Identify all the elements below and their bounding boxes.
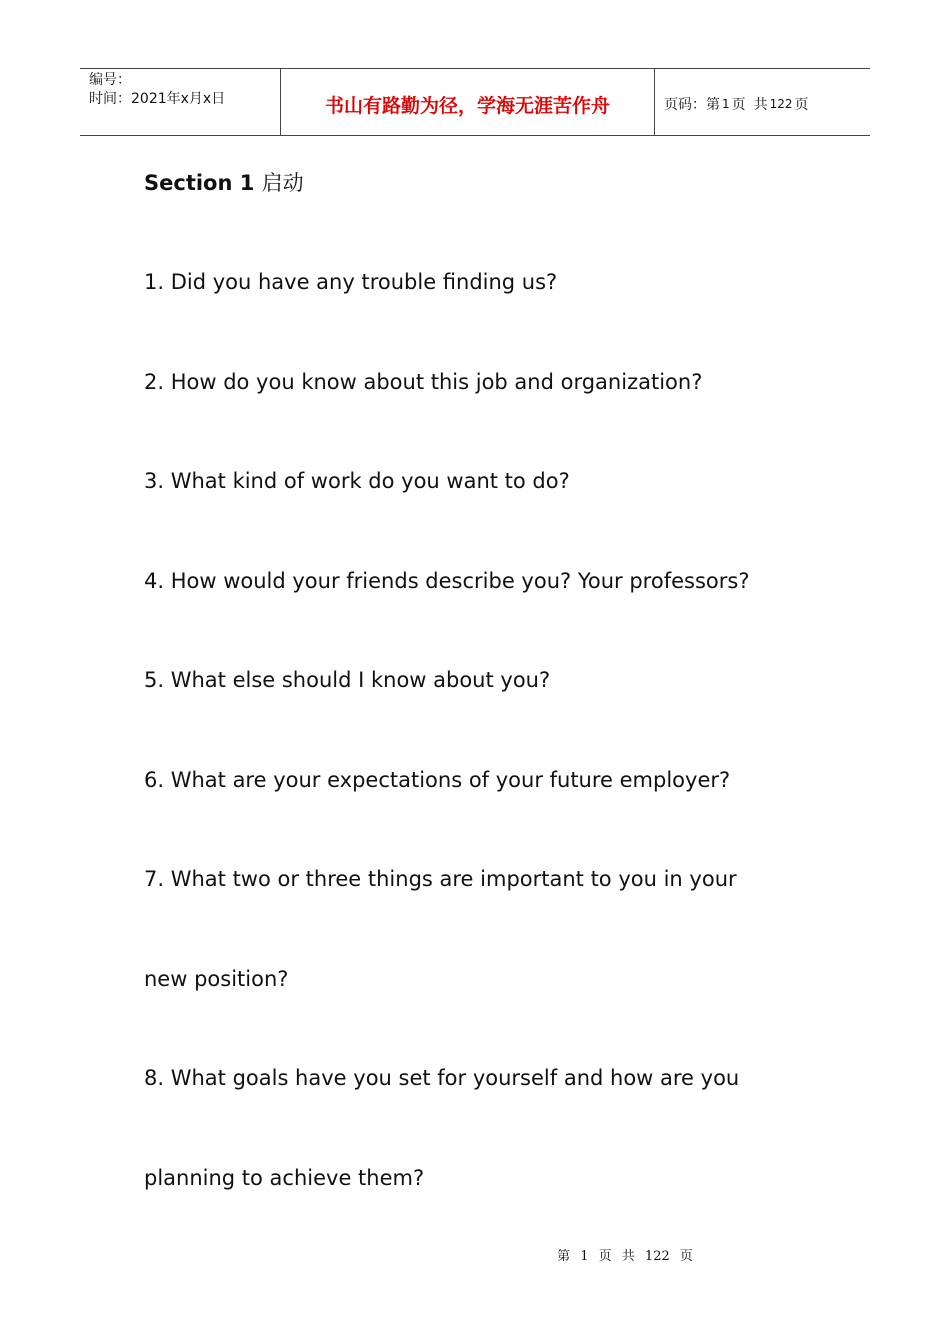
page-header bbox=[80, 68, 870, 136]
number-label: 编号： bbox=[89, 72, 131, 88]
time-label: 时间：2021年x月x日 bbox=[89, 91, 226, 107]
question-line: 3. What kind of work do you want to do? bbox=[144, 469, 570, 493]
question-line: 1. Did you have any trouble finding us? bbox=[144, 270, 558, 294]
page-total-prefix: 共 bbox=[753, 97, 768, 113]
question-line: 6. What are your expectations of your future employer? bbox=[144, 768, 731, 792]
page-total: 122 bbox=[769, 97, 793, 111]
section-title-cn: 启动 bbox=[261, 171, 304, 195]
page-label: 页码：第 bbox=[664, 97, 720, 113]
question-line: 7. What two or three things are important to you in your bbox=[144, 867, 737, 891]
page-current: 1 bbox=[722, 97, 730, 111]
question-line: new position? bbox=[144, 967, 289, 991]
section-title-en: Section 1 bbox=[144, 171, 255, 195]
question-line: 2. How do you know about this job and organization? bbox=[144, 370, 703, 394]
question-line: 8. What goals have you set for yourself and how are you bbox=[144, 1066, 740, 1090]
question-line: planning to achieve them? bbox=[144, 1166, 425, 1190]
section-title bbox=[144, 169, 304, 197]
page-mid: 页 bbox=[731, 97, 746, 113]
question-line: 4. How would your friends describe you? Your professors? bbox=[144, 569, 750, 593]
question-line: 5. What else should I know about you? bbox=[144, 668, 551, 692]
page-footer: 第 1 页 共 122 页 bbox=[557, 1249, 693, 1264]
header-meta bbox=[80, 69, 281, 135]
header-page-info bbox=[655, 69, 870, 135]
header-motto: 书山有路勤为径，学海无涯苦作舟 bbox=[281, 69, 655, 135]
page-suffix: 页 bbox=[794, 97, 809, 113]
